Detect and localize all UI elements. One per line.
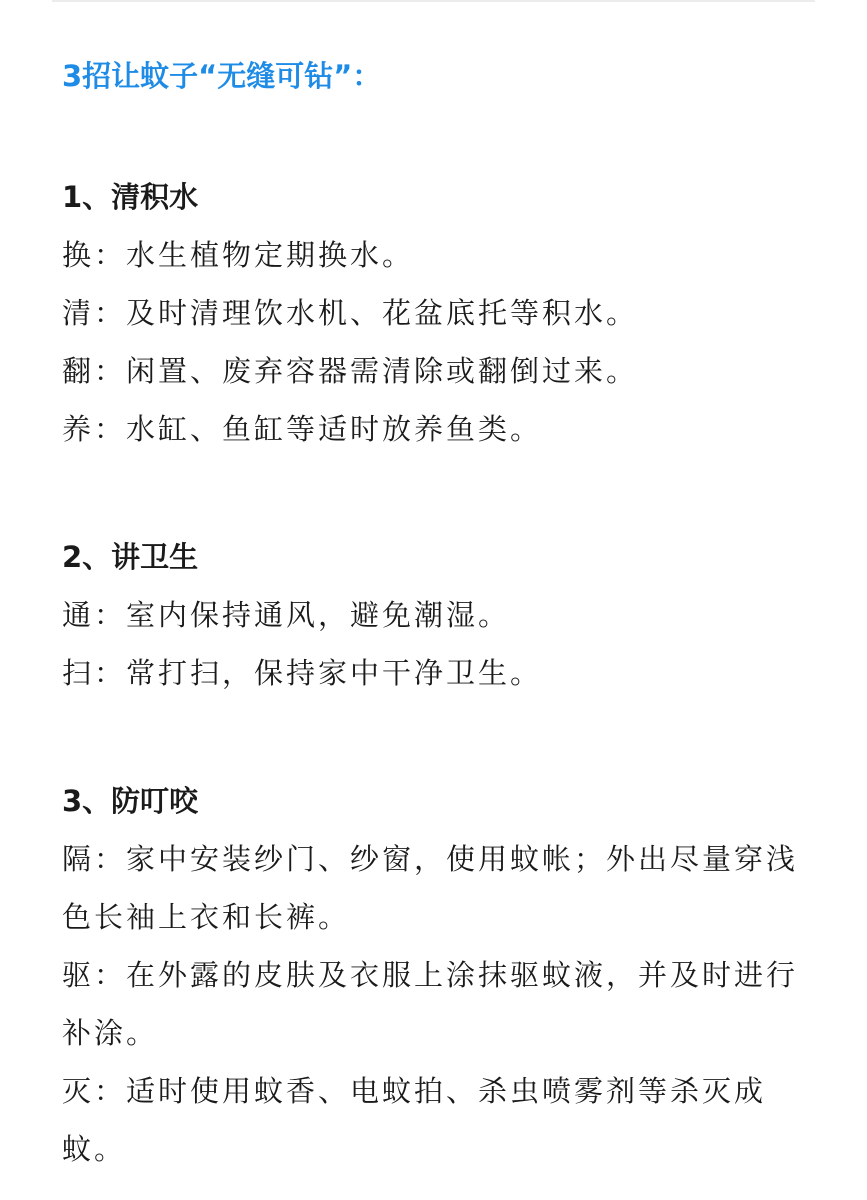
item-separator: ： — [94, 1074, 127, 1108]
item-key: 扫 — [62, 656, 95, 690]
section-bite-prevention — [62, 772, 822, 1178]
item-text: 在外露的皮肤及衣服上涂抹驱蚊液，并及时进行补涂。 — [62, 958, 799, 1050]
item-key: 灭 — [62, 1074, 95, 1108]
list-item — [62, 284, 822, 342]
item-text: 适时使用蚊香、电蚊拍、杀虫喷雾剂等杀灭成蚊。 — [62, 1074, 767, 1166]
item-key: 清 — [62, 296, 95, 330]
section-title: 1、清积水 — [62, 180, 199, 214]
list-item — [62, 1062, 822, 1178]
section-hygiene — [62, 528, 822, 702]
item-key: 养 — [62, 412, 95, 446]
item-separator: ： — [94, 412, 127, 446]
item-key: 隔 — [62, 842, 95, 876]
item-key: 翻 — [62, 354, 95, 388]
list-item — [62, 342, 822, 400]
item-separator: ： — [94, 842, 127, 876]
item-text: 及时清理饮水机、花盆底托等积水。 — [126, 296, 639, 330]
item-text: 水生植物定期换水。 — [126, 238, 415, 272]
item-separator: ： — [94, 354, 127, 388]
item-separator: ： — [94, 238, 127, 272]
article-body — [62, 50, 822, 1178]
section-title: 2、讲卫生 — [62, 540, 199, 574]
item-text: 水缸、鱼缸等适时放养鱼类。 — [126, 412, 543, 446]
item-separator: ： — [94, 296, 127, 330]
item-text: 家中安装纱门、纱窗，使用蚊帐；外出尽量穿浅色长袖上衣和长裤。 — [62, 842, 799, 934]
list-item — [62, 830, 822, 946]
section-standing-water — [62, 168, 822, 458]
list-item — [62, 946, 822, 1062]
item-key: 换 — [62, 238, 95, 272]
item-text: 闲置、废弃容器需清除或翻倒过来。 — [126, 354, 639, 388]
item-key: 通 — [62, 598, 95, 632]
top-divider — [52, 0, 815, 2]
item-separator: ： — [94, 958, 127, 992]
item-text: 室内保持通风，避免潮湿。 — [126, 598, 511, 632]
list-item — [62, 644, 822, 702]
item-separator: ： — [94, 598, 127, 632]
item-separator: ： — [94, 656, 127, 690]
section-title: 3、防叮咬 — [62, 784, 199, 818]
item-text: 常打扫，保持家中干净卫生。 — [126, 656, 543, 690]
list-item — [62, 400, 822, 458]
article-headline: 3招让蚊子“无缝可钻”： — [62, 59, 382, 93]
list-item — [62, 226, 822, 284]
list-item — [62, 586, 822, 644]
item-key: 驱 — [62, 958, 95, 992]
